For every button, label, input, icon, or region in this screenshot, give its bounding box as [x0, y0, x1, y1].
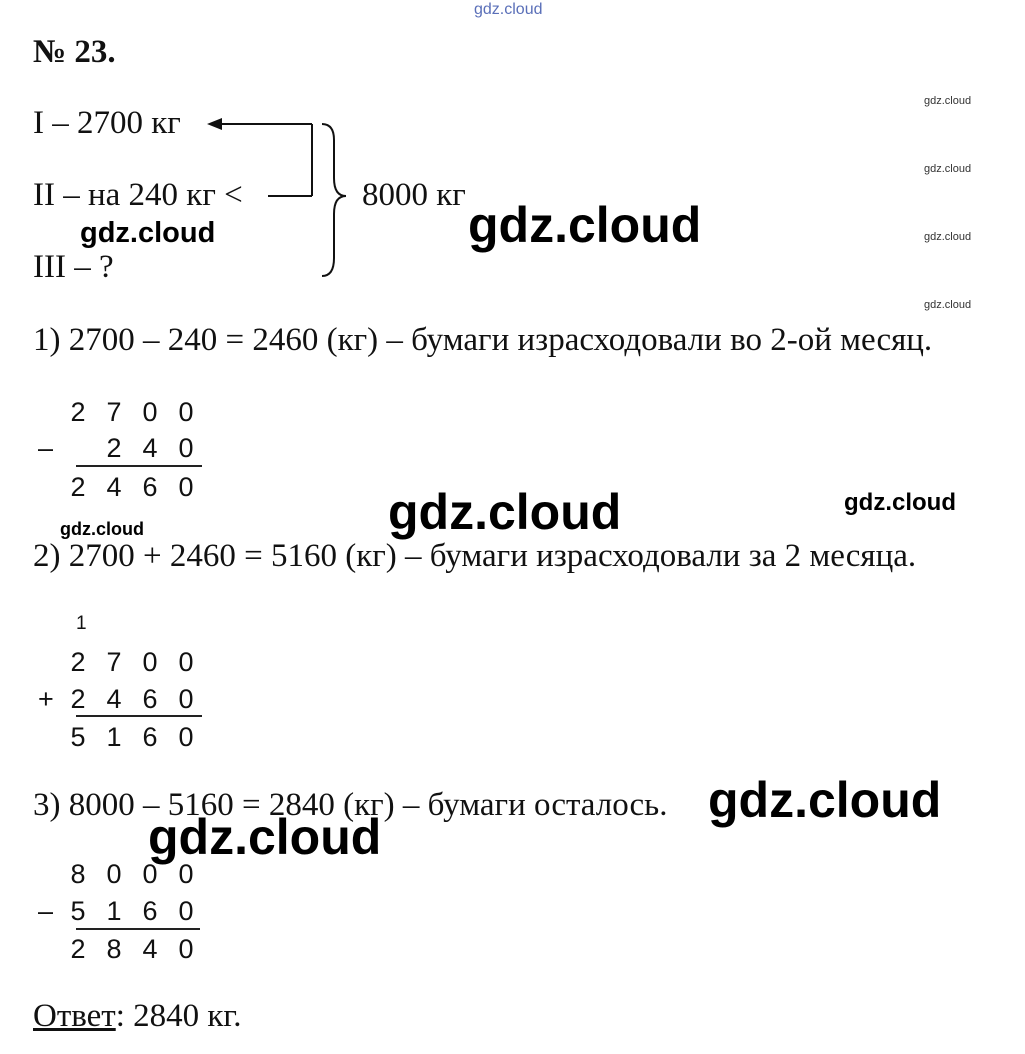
digit: 0	[178, 896, 194, 926]
watermark-small: gdz.cloud	[924, 299, 972, 311]
digit: 8	[70, 859, 86, 889]
watermark: gdz.cloud	[708, 772, 942, 828]
digit: 0	[178, 647, 194, 677]
watermark: gdz.cloud	[148, 809, 382, 865]
step-2-operator: +	[38, 684, 54, 714]
digit: 6	[142, 896, 158, 926]
step-3-result	[60, 934, 204, 965]
step-2-row-2	[60, 684, 204, 715]
step-2-carry: 1	[76, 613, 87, 634]
step-1-result	[60, 472, 204, 503]
answer-value: : 2840 кг.	[115, 998, 242, 1034]
digit: 6	[142, 722, 158, 752]
step-2-row-1	[60, 647, 204, 678]
digit: 4	[106, 684, 122, 714]
digit: 0	[178, 397, 194, 427]
step-3-text: 3) 8000 – 5160 = 2840 (кг) – бумаги осталось.	[33, 787, 668, 823]
digit: 1	[106, 722, 122, 752]
digit: 0	[106, 859, 122, 889]
digit: 2	[70, 647, 86, 677]
step-3-row-2	[60, 896, 204, 927]
digit: 0	[178, 722, 194, 752]
arrow-head	[207, 118, 222, 130]
digit: 0	[142, 859, 158, 889]
answer-label: Ответ	[33, 998, 116, 1034]
digit: 4	[142, 934, 158, 964]
digit: 5	[70, 896, 86, 926]
digit: 0	[178, 859, 194, 889]
condition-line-3: III – ?	[33, 249, 114, 285]
digit: 0	[178, 934, 194, 964]
watermark: gdz.cloud	[468, 197, 702, 253]
digit: 6	[142, 684, 158, 714]
digit: 0	[178, 684, 194, 714]
watermark: gdz.cloud	[80, 217, 216, 249]
step-2-sum-line	[76, 715, 202, 717]
digit: 1	[106, 896, 122, 926]
step-2-result	[60, 722, 204, 753]
digit: 4	[142, 433, 158, 463]
watermark: gdz.cloud	[844, 489, 956, 516]
watermark: gdz.cloud	[60, 519, 144, 539]
step-1-row-1	[60, 397, 204, 428]
digit: 5	[70, 722, 86, 752]
answer-line	[33, 998, 241, 1035]
step-1-row-2	[60, 433, 204, 464]
condition-line-1: I – 2700 кг	[33, 105, 181, 141]
step-3-operator: –	[38, 896, 54, 926]
watermark-small: gdz.cloud	[924, 95, 972, 107]
digit: 2	[70, 684, 86, 714]
brace	[322, 124, 346, 276]
task-number: № 23.	[33, 34, 116, 70]
digit: 8	[106, 934, 122, 964]
step-3-sum-line	[76, 928, 200, 930]
watermark-top: gdz.cloud	[474, 1, 543, 18]
step-1-sum-line	[76, 465, 202, 467]
digit: 0	[178, 472, 194, 502]
digit: 0	[178, 433, 194, 463]
digit: 4	[106, 472, 122, 502]
digit: 7	[106, 397, 122, 427]
watermark-small: gdz.cloud	[924, 231, 972, 243]
digit: 7	[106, 647, 122, 677]
watermark-small: gdz.cloud	[924, 163, 972, 175]
digit: 0	[142, 647, 158, 677]
step-2-text: 2) 2700 + 2460 = 5160 (кг) – бумаги израсходовали за 2 месяца.	[33, 538, 917, 574]
digit: 2	[70, 472, 86, 502]
step-3-row-1	[60, 859, 204, 890]
digit: 2	[70, 934, 86, 964]
digit: 0	[142, 397, 158, 427]
relation-arrow	[220, 124, 312, 196]
step-1-operator: –	[38, 433, 54, 463]
digit: 6	[142, 472, 158, 502]
watermark: gdz.cloud	[388, 484, 622, 540]
digit: 2	[106, 433, 122, 463]
step-1-text: 1) 2700 – 240 = 2460 (кг) – бумаги израсходовали во 2-ой месяц.	[33, 322, 933, 358]
condition-line-2: II – на 240 кг <	[33, 177, 243, 213]
condition-total: 8000 кг	[362, 177, 466, 213]
digit: 2	[70, 397, 86, 427]
